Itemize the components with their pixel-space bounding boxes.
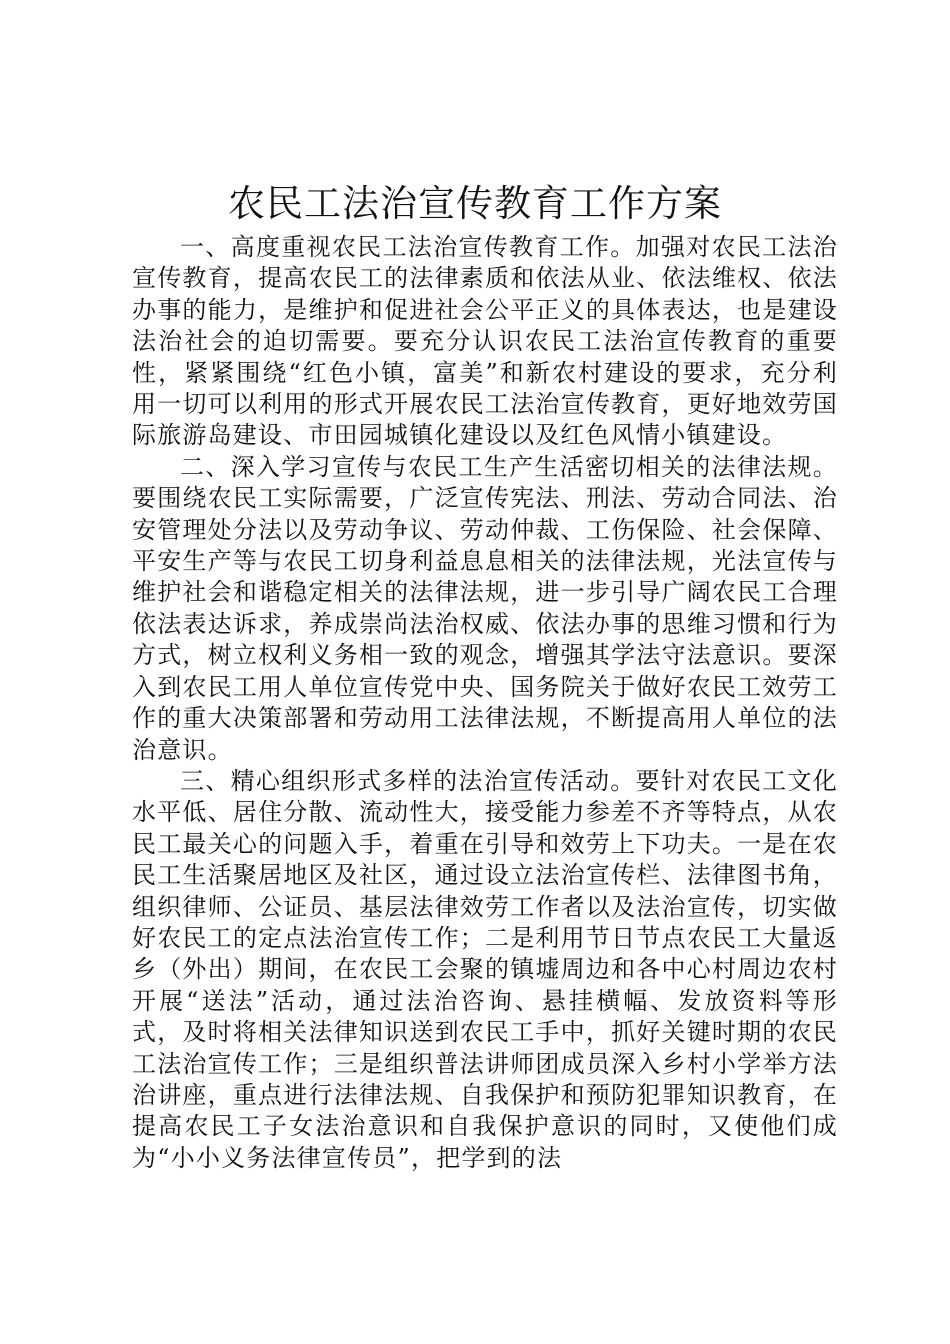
paragraph-2: 二、深入学习宣传与农民工生产生活密切相关的法律法规。要围绕农民工实际需要，广泛宣传宪法、刑法、劳动合同法、治安管理处分法以及劳动争议、劳动仲裁、工伤保险、社会保障、平安生产等与农民工切身利益息息相关的法律法规，光法宣传与维护社会和谐稳定相关的法律法规，进一步引导广阔农民工合理依法表达诉求，养成崇尚法治权威、依法办事的思维习惯和行为方式，树立权利义务相一致的观念，增强其学法守法意识。要深入到农民工用人单位宣传党中央、国务院关于做好农民工效劳工作的重大决策部署和劳动用工法律法规，不断提高用人单位的法治意识。 <box>132 452 838 764</box>
document-title: 农民工法治宣传教育工作方案 <box>228 182 722 225</box>
paragraph-1: 一、高度重视农民工法治宣传教育工作。加强对农民工法治宣传教育，提高农民工的法律素质和依法从业、依法维权、依法办事的能力，是维护和促进社会公平正义的具体表达，也是建设法治社会的迫切需要。要充分认识农民工法治宣传教育的重要性，紧紧围绕“红色小镇，富美”和新农村建设的要求，充分利用一切可以利用的形式开展农民工法治宣传教育，更好地效劳国际旅游岛建设、市田园城镇化建设以及红色风情小镇建设。 <box>132 233 838 450</box>
paragraph-3: 三、精心组织形式多样的法治宣传活动。要针对农民工文化水平低、居住分散、流动性大，接受能力参差不齐等特点，从农民工最关心的问题入手，着重在引导和效劳上下功夫。一是在农民工生活聚居地区及社区，通过设立法治宣传栏、法律图书角，组织律师、公证员、基层法律效劳工作者以及法治宣传，切实做好农民工的定点法治宣传工作；二是利用节日节点农民工大量返乡（外出）期间，在农民工会聚的镇墟周边和各中心村周边农村开展“送法”活动，通过法治咨询、悬挂横幅、发放资料等形式，及时将相关法律知识送到农民工手中，抓好关键时期的农民工法治宣传工作；三是组织普法讲师团成员深入乡村小学举方法治讲座，重点进行法律法规、自我保护和预防犯罪知识教育，在提高农民工子女法治意识和自我保护意识的同时，又使他们成为“小小义务法律宣传员”，把学到的法 <box>132 766 838 1172</box>
document-body <box>132 232 838 1174</box>
